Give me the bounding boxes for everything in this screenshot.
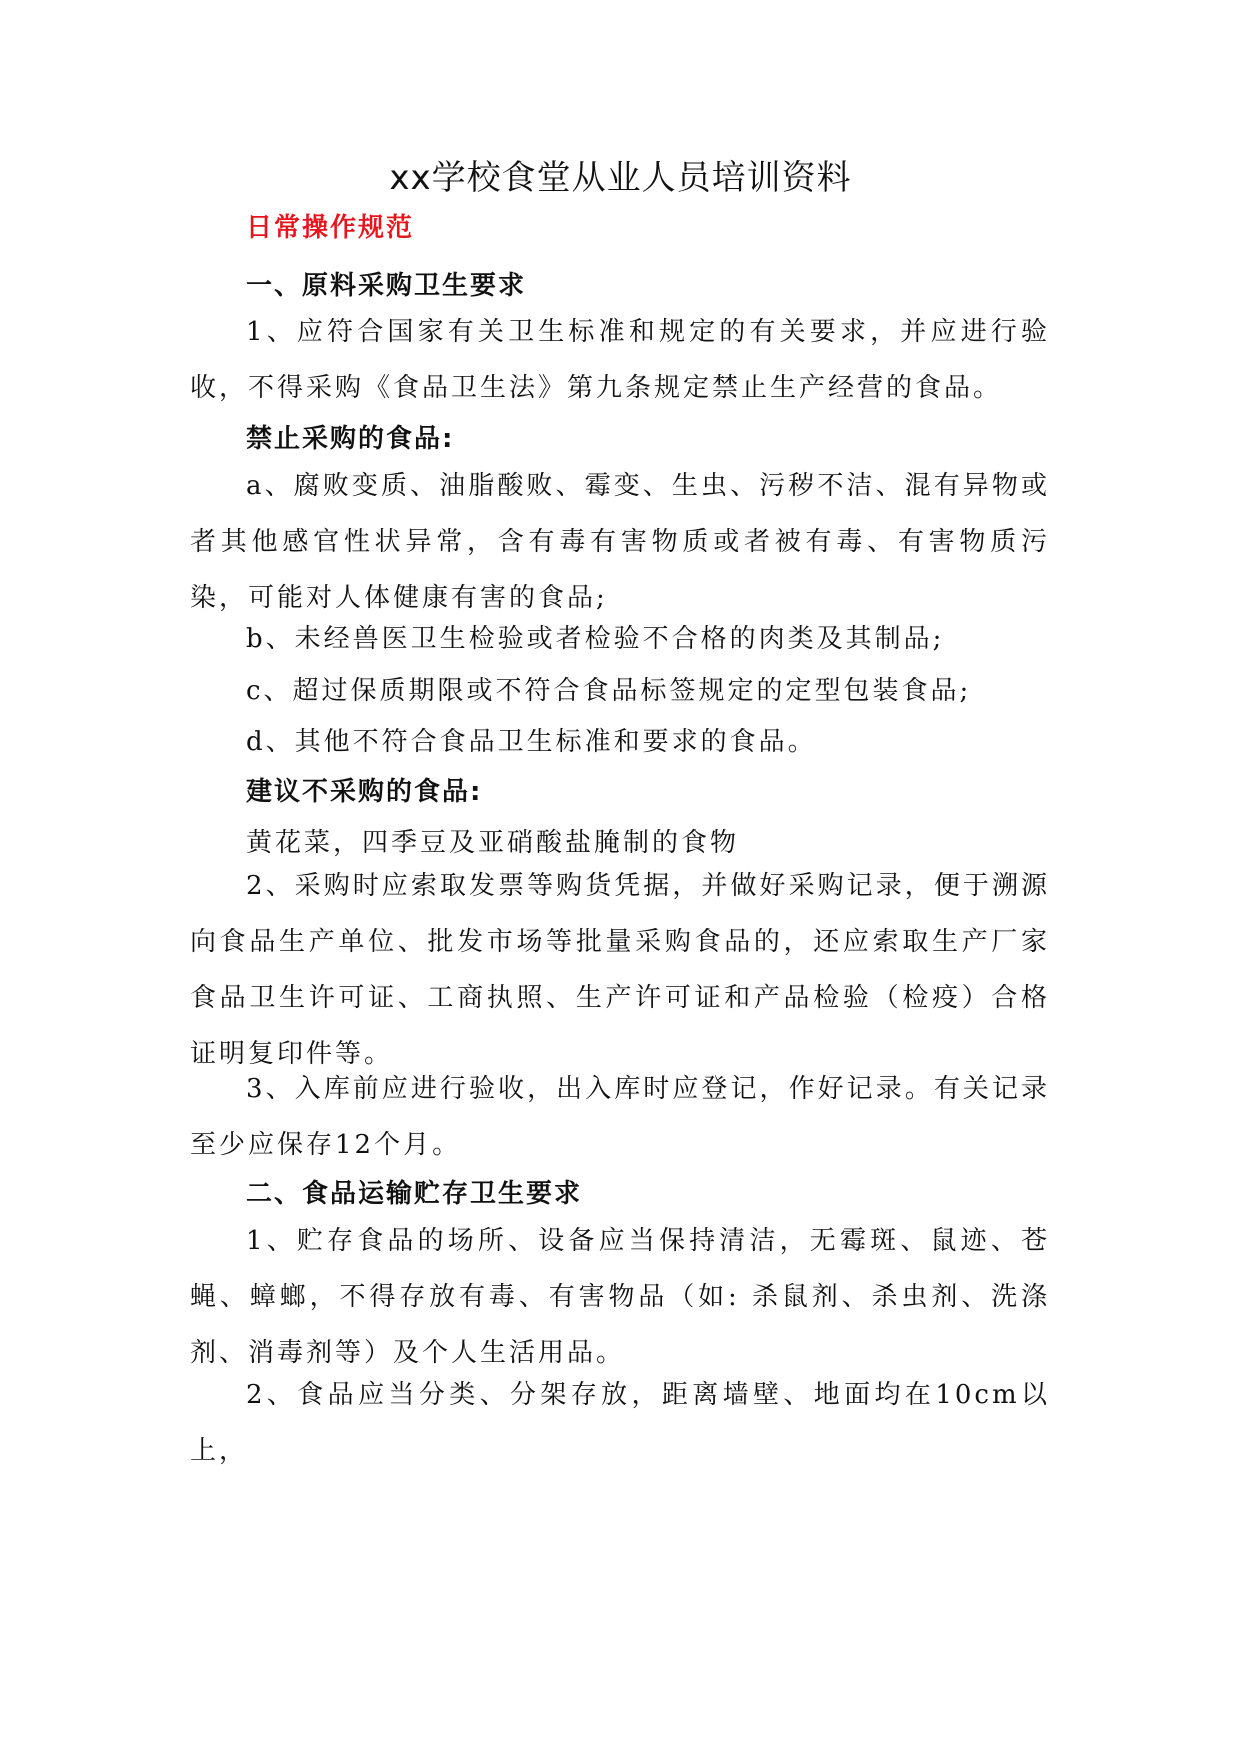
document-title: xx学校食堂从业人员培训资料 <box>389 158 852 198</box>
banned-item-b: b、未经兽医卫生检验或者检验不合格的肉类及其制品; <box>246 624 945 654</box>
banned-item-d: d、其他不符合食品卫生标准和要求的食品。 <box>246 727 817 757</box>
banned-foods-heading: 禁止采购的食品: <box>246 424 455 454</box>
banned-item-a: a、腐败变质、油脂酸败、霉变、生虫、污秽不洁、混有异物或者其他感官性状异常，含有毒有害物质或者被有毒、有害物质污染，可能对人体健康有害的食品; <box>190 471 1050 613</box>
paragraph-3: 3、入库前应进行验收，出入库时应登记，作好记录。有关记录至少应保存12个月。 <box>190 1074 1050 1160</box>
paragraph-5: 2、食品应当分类、分架存放，距离墙壁、地面均在10cm以上， <box>190 1380 1050 1466</box>
subtitle-daily-operation: 日常操作规范 <box>246 213 415 243</box>
banned-item-c: c、超过保质期限或不符合食品标签规定的定型包装食品; <box>246 676 972 706</box>
section-heading-2: 二、食品运输贮存卫生要求 <box>246 1179 583 1209</box>
suggest-foods-heading: 建议不采购的食品: <box>246 777 483 807</box>
section-heading-1: 一、原料采购卫生要求 <box>246 271 527 301</box>
paragraph-2: 2、采购时应索取发票等购货凭据，并做好采购记录，便于溯源向食品生产单位、批发市场等批量采购食品的，还应索取生产厂家食品卫生许可证、工商执照、生产许可证和产品检验（检疫）合格证明复印件等。 <box>190 871 1050 1069</box>
paragraph-4: 1、贮存食品的场所、设备应当保持清洁，无霉斑、鼠迹、苍蝇、蟑螂，不得存放有毒、有害物品（如: 杀鼠剂、杀虫剂、洗涤剂、消毒剂等）及个人生活用品。 <box>190 1226 1050 1368</box>
suggest-foods-text: 黄花菜，四季豆及亚硝酸盐腌制的食物 <box>246 828 740 858</box>
paragraph-1: 1、应符合国家有关卫生标准和规定的有关要求，并应进行验收，不得采购《食品卫生法》第九条规定禁止生产经营的食品。 <box>190 317 1050 403</box>
